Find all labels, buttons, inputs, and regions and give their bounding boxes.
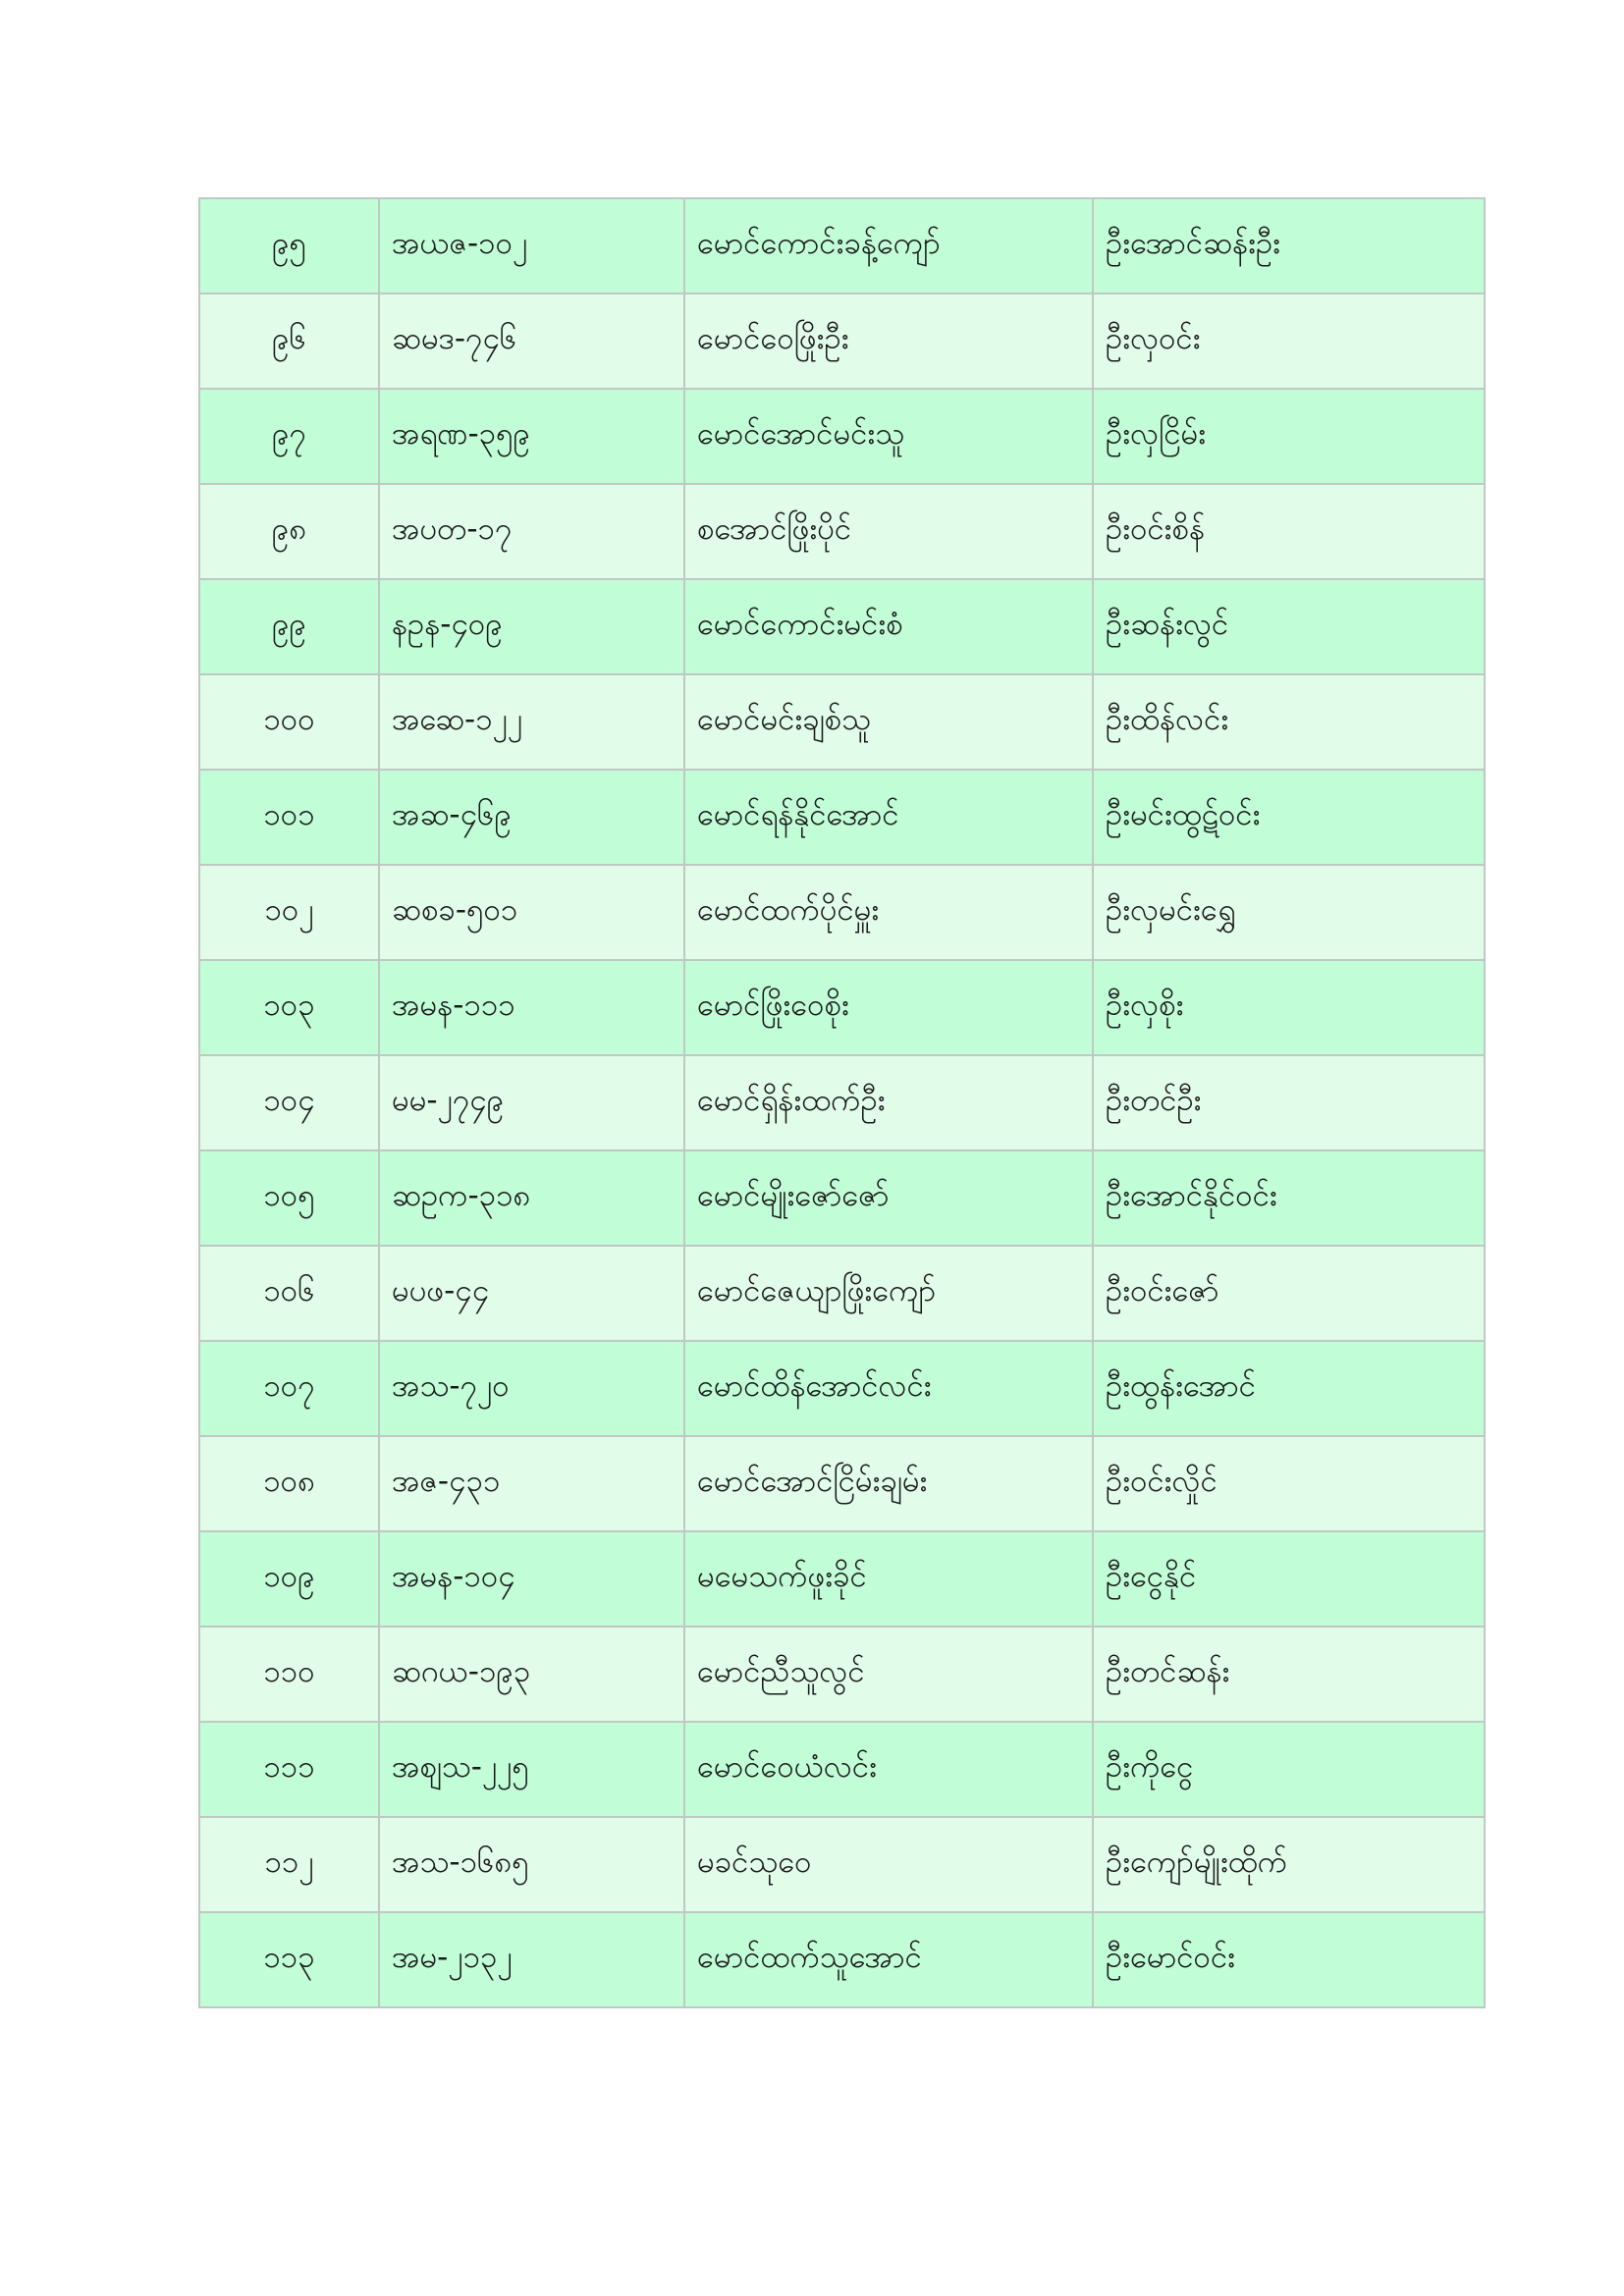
father-name: ဦးမောင်ဝင်း <box>1093 1912 1485 2007</box>
registration-id: အသ-၇၂၀ <box>379 1341 684 1436</box>
table-row <box>199 1246 1485 1341</box>
father-name: ဦးလှမင်းရွှေ <box>1093 865 1485 960</box>
table-row <box>199 1722 1485 1817</box>
father-name: ဦးဝင်းဇော် <box>1093 1246 1485 1341</box>
row-number: ၁၁၁ <box>199 1722 379 1817</box>
table-row <box>199 865 1485 960</box>
registration-id: အဆ-၄၆၉ <box>379 770 684 865</box>
row-number: ၁၁၃ <box>199 1912 379 2007</box>
table-row <box>199 294 1485 389</box>
father-name: ဦးလှငြိမ်း <box>1093 389 1485 484</box>
row-number: ၁၁၂ <box>199 1817 379 1912</box>
student-name: မောင်ဖြိုးဝေစိုး <box>684 960 1093 1055</box>
table-row <box>199 1436 1485 1531</box>
table-row <box>199 389 1485 484</box>
roster-body <box>199 198 1485 2007</box>
father-name: ဦးအောင်နိုင်ဝင်း <box>1093 1150 1485 1246</box>
student-name: မောင်အောင်ငြိမ်းချမ်း <box>684 1436 1093 1531</box>
student-name: မောင်ရန်နိုင်အောင် <box>684 770 1093 865</box>
student-name: မောင်ကောင်းမင်းစံ <box>684 579 1093 674</box>
registration-id: အပတ-၁၇ <box>379 484 684 579</box>
student-roster-table <box>198 197 1486 2008</box>
registration-id: အမန-၁၁၁ <box>379 960 684 1055</box>
student-name: မောင်ရှိန်းထက်ဦး <box>684 1055 1093 1150</box>
table-row <box>199 484 1485 579</box>
table-row <box>199 198 1485 294</box>
student-name: မောင်ထက်သူအောင် <box>684 1912 1093 2007</box>
registration-id: နဥန-၄၀၉ <box>379 579 684 674</box>
row-number: ၉၇ <box>199 389 379 484</box>
father-name: ဦးဝင်းလှိုင် <box>1093 1436 1485 1531</box>
row-number: ၁၁၀ <box>199 1627 379 1722</box>
father-name: ဦးထွန်းအောင် <box>1093 1341 1485 1436</box>
table-row <box>199 960 1485 1055</box>
father-name: ဦးမင်းထွဋ်ဝင်း <box>1093 770 1485 865</box>
row-number: ၁၀၄ <box>199 1055 379 1150</box>
student-name: မမေသက်ဖူးခိုင် <box>684 1531 1093 1627</box>
row-number: ၉၆ <box>199 294 379 389</box>
table-row <box>199 1055 1485 1150</box>
table-row <box>199 1817 1485 1912</box>
student-name: မောင်မင်းချစ်သူ <box>684 674 1093 770</box>
table-row <box>199 770 1485 865</box>
father-name: ဦးလှဝင်း <box>1093 294 1485 389</box>
student-name: မောင်ဝေဖြိုးဦး <box>684 294 1093 389</box>
father-name: ဦးလှစိုး <box>1093 960 1485 1055</box>
student-name: မောင်ကောင်းခန့်ကျော် <box>684 198 1093 294</box>
registration-id: မပဖ-၄၄ <box>379 1246 684 1341</box>
row-number: ၁၀၁ <box>199 770 379 865</box>
father-name: ဦးတင်ဆန်း <box>1093 1627 1485 1722</box>
registration-id: အဇ-၄၃၁ <box>379 1436 684 1531</box>
father-name: ဦးဝင်းစိန် <box>1093 484 1485 579</box>
table-row <box>199 579 1485 674</box>
registration-id: ဆမဒ-၇၄၆ <box>379 294 684 389</box>
row-number: ၁၀၅ <box>199 1150 379 1246</box>
registration-id: အသ-၁၆၈၅ <box>379 1817 684 1912</box>
student-name: မောင်အောင်မင်းသူ <box>684 389 1093 484</box>
table-row <box>199 1531 1485 1627</box>
registration-id: အမန-၁၀၄ <box>379 1531 684 1627</box>
table-row <box>199 674 1485 770</box>
student-name: မောင်ညီသူလွင် <box>684 1627 1093 1722</box>
student-name: စအောင်ဖြိုးပိုင် <box>684 484 1093 579</box>
student-name: မောင်ထက်ပိုင်မှူး <box>684 865 1093 960</box>
row-number: ၁၀၀ <box>199 674 379 770</box>
registration-id: အမ-၂၁၃၂ <box>379 1912 684 2007</box>
row-number: ၉၅ <box>199 198 379 294</box>
registration-id: အယဇ-၁၀၂ <box>379 198 684 294</box>
registration-id: မမ-၂၇၄၉ <box>379 1055 684 1150</box>
row-number: ၁၀၉ <box>199 1531 379 1627</box>
father-name: ဦးဆန်းလွင် <box>1093 579 1485 674</box>
father-name: ဦးတင်ဦး <box>1093 1055 1485 1150</box>
registration-id: အရဏ-၃၅၉ <box>379 389 684 484</box>
registration-id: ဆစခ-၅၀၁ <box>379 865 684 960</box>
registration-id: ဆဥက-၃၁၈ <box>379 1150 684 1246</box>
registration-id: အစျသ-၂၂၅ <box>379 1722 684 1817</box>
row-number: ၁၀၃ <box>199 960 379 1055</box>
student-name: မောင်ဝေယံလင်း <box>684 1722 1093 1817</box>
father-name: ဦးထိန်လင်း <box>1093 674 1485 770</box>
row-number: ၉၉ <box>199 579 379 674</box>
row-number: ၉၈ <box>199 484 379 579</box>
table-row <box>199 1150 1485 1246</box>
student-name: မောင်မျိုးဇော်ဇော် <box>684 1150 1093 1246</box>
student-name: မခင်သုဝေ <box>684 1817 1093 1912</box>
student-name: မောင်ထိန်အောင်လင်း <box>684 1341 1093 1436</box>
row-number: ၁၀၇ <box>199 1341 379 1436</box>
registration-id: ဆဂယ-၁၉၃ <box>379 1627 684 1722</box>
table-row <box>199 1627 1485 1722</box>
registration-id: အဆေ-၁၂၂ <box>379 674 684 770</box>
father-name: ဦးအောင်ဆန်းဦး <box>1093 198 1485 294</box>
table-row <box>199 1341 1485 1436</box>
father-name: ဦးငွေနိုင် <box>1093 1531 1485 1627</box>
row-number: ၁၀၈ <box>199 1436 379 1531</box>
father-name: ဦးကိုငွေ <box>1093 1722 1485 1817</box>
student-name: မောင်ဇေယျာဖြိုးကျော် <box>684 1246 1093 1341</box>
row-number: ၁၀၆ <box>199 1246 379 1341</box>
row-number: ၁၀၂ <box>199 865 379 960</box>
table-row <box>199 1912 1485 2007</box>
father-name: ဦးကျော်မျိုးထိုက် <box>1093 1817 1485 1912</box>
